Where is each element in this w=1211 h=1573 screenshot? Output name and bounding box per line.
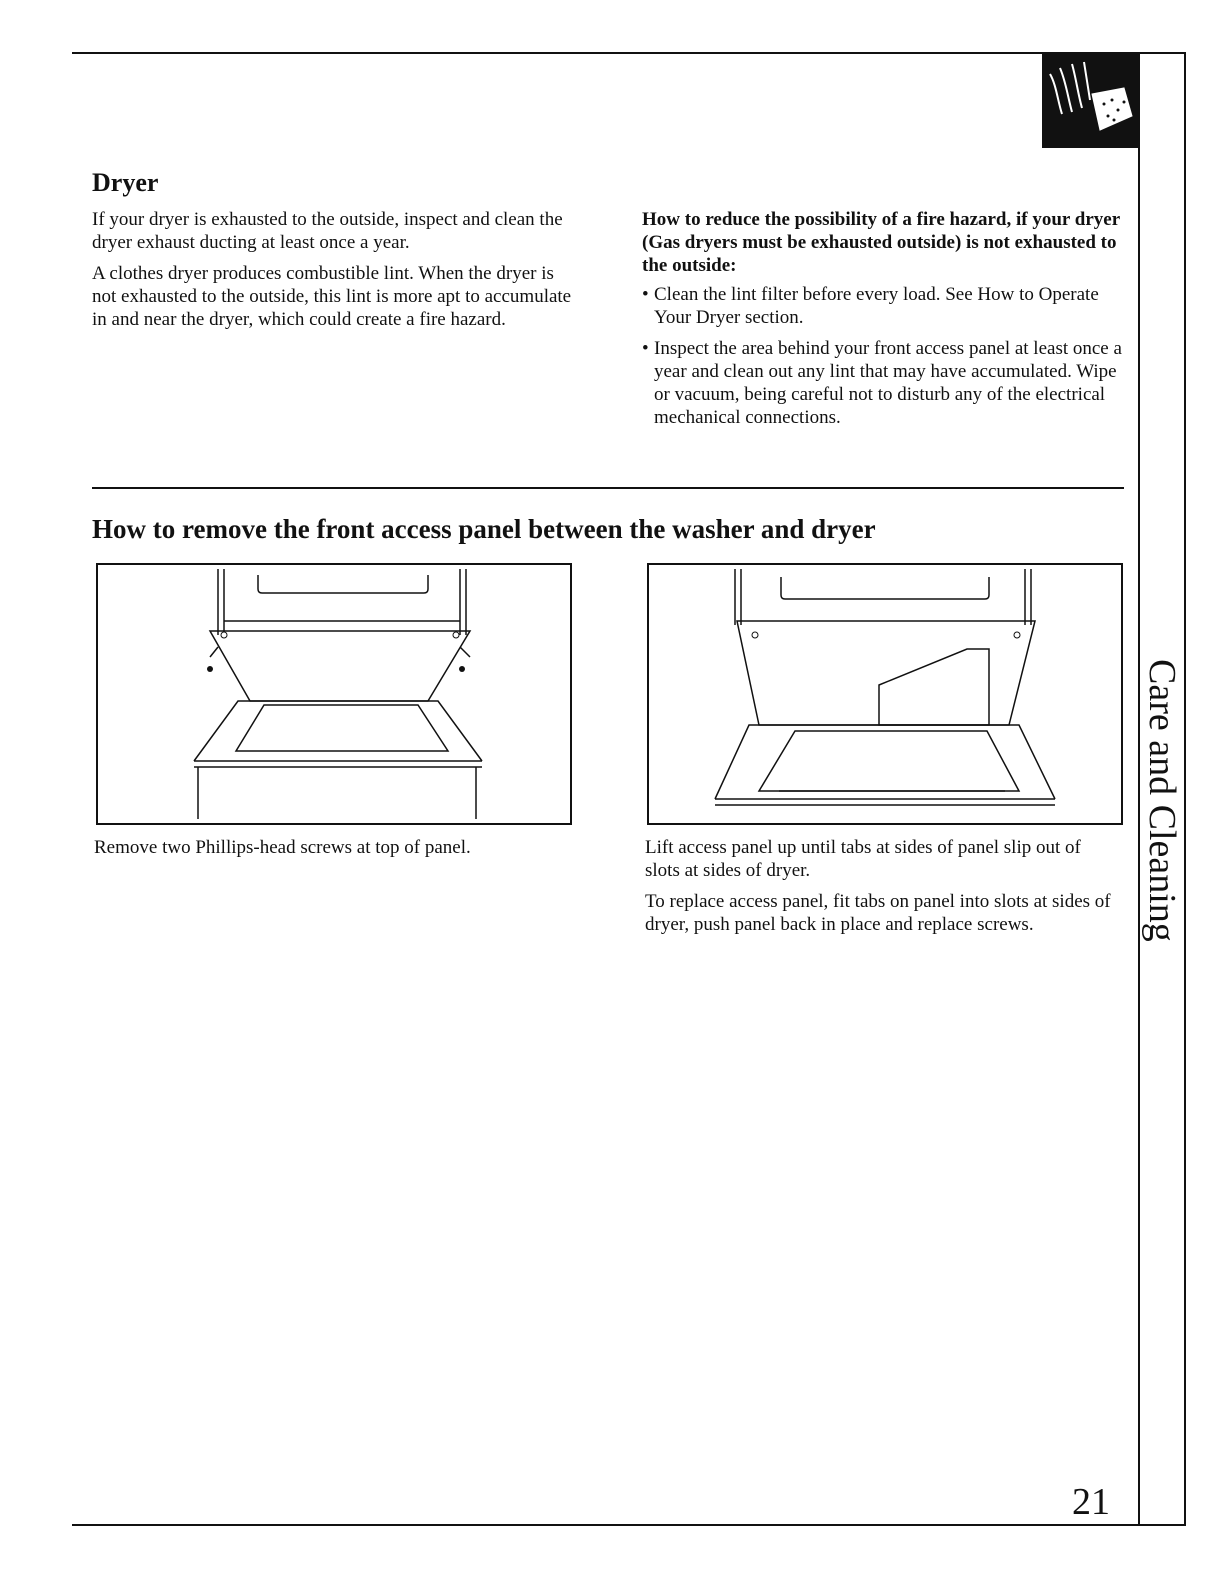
fire-hazard-list <box>642 283 1132 429</box>
dryer-para-2: A clothes dryer produces combustible lint. When the dryer is not exhausted to the outside, this lint is more apt to accumulate in and near the dryer, which could create a fire hazard. <box>92 263 572 330</box>
top-rule <box>72 52 1186 54</box>
caption-replace-text: To replace access panel, fit tabs on panel into slots at sides of dryer, push panel back in place and replace screws. <box>645 891 1111 935</box>
screws-illustration <box>96 563 572 825</box>
dryer-text <box>92 208 572 339</box>
list-item <box>642 283 1132 329</box>
list-item <box>642 337 1132 429</box>
bullet-icon: • <box>642 338 649 359</box>
caption-lift-text: Lift access panel up until tabs at sides of panel slip out of slots at sides of dryer. <box>645 837 1081 881</box>
section-divider <box>92 487 1124 489</box>
dryer-para-1: If your dryer is exhausted to the outside, inspect and clean the dryer exhaust ducting at least once a year. <box>92 209 563 253</box>
lift-panel-illustration <box>647 563 1123 825</box>
dryer-heading: Dryer <box>92 168 159 197</box>
fire-hazard-heading: How to reduce the possibility of a fire hazard, if your dryer (Gas dryers must be exhausted outside) is not exhausted to the outside: <box>642 209 1120 276</box>
list-item-text: Clean the lint filter before every load. See How to Operate Your Dryer section. <box>654 284 1099 328</box>
caption-remove-screws: Remove two Phillips-head screws at top of panel. <box>94 837 471 858</box>
panel-section-heading: How to remove the front access panel between the washer and dryer <box>92 514 876 544</box>
bottom-rule <box>72 1524 1186 1526</box>
cleaning-sponge-icon <box>1042 54 1140 148</box>
section-tab <box>1138 520 1186 1080</box>
section-tab-label: Care and Cleaning <box>1141 658 1183 942</box>
bullet-icon: • <box>642 284 649 305</box>
page-number: 21 <box>1072 1481 1110 1523</box>
list-item-text: Inspect the area behind your front access panel at least once a year and clean out any lint that may have accumulated. Wipe or vacuum, being careful not to disturb any of the electrical mechanical connections. <box>654 338 1122 428</box>
caption-lift-panel <box>645 836 1115 944</box>
fire-hazard-text <box>642 208 1132 437</box>
